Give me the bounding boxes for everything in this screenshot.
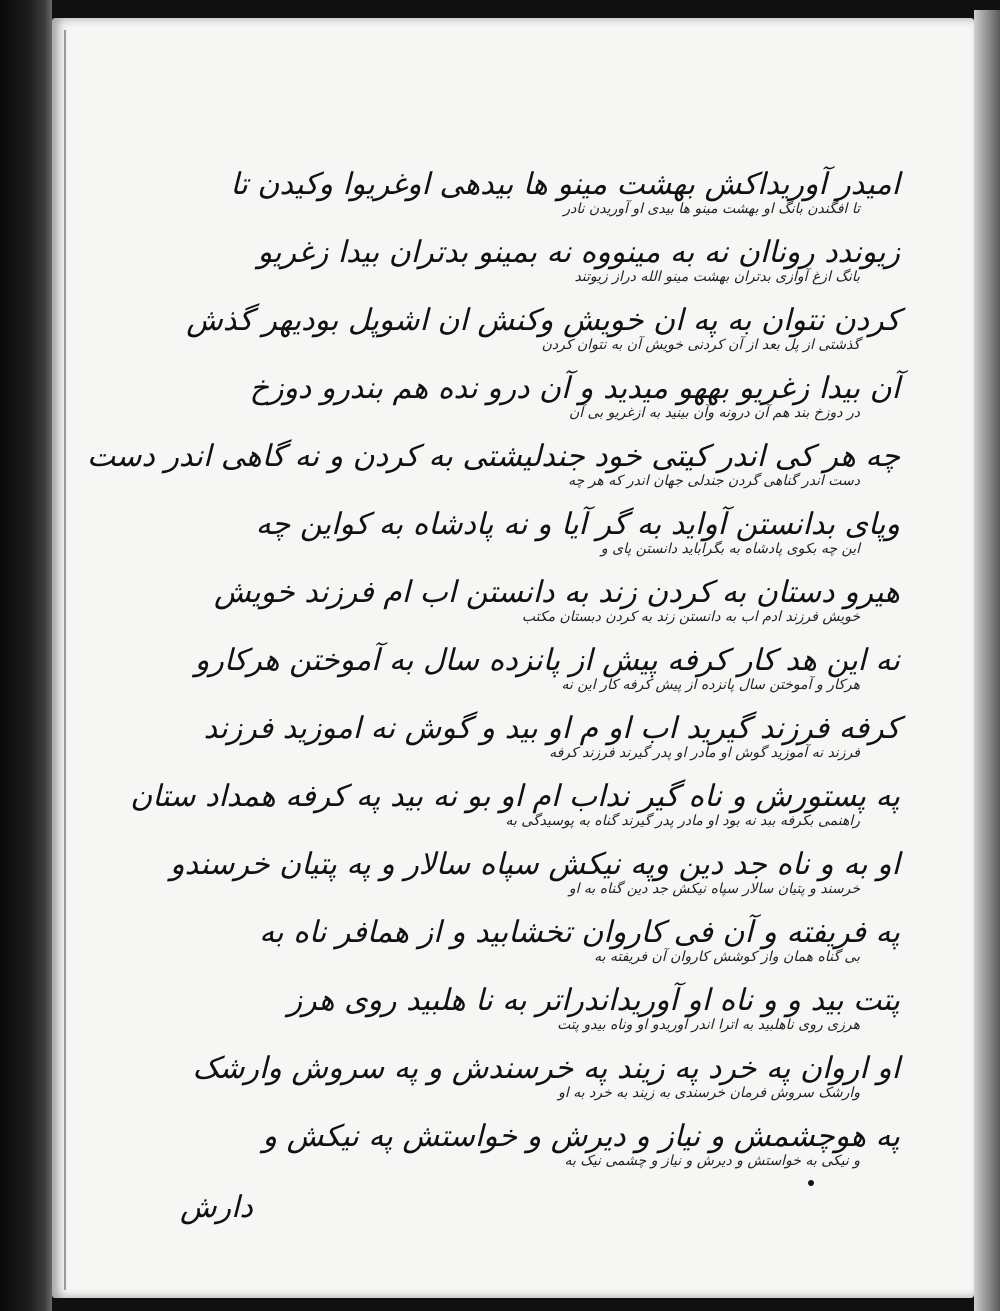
line-main-text: په پستورش و ناه گیر نداب ام او بو نه بید په کرفه همداد ستان bbox=[130, 779, 900, 814]
line-main-text: زیوندد روناان نه به مینووه نه بمینو بدتران بیدا زغریو bbox=[257, 235, 900, 270]
manuscript-line bbox=[110, 913, 900, 981]
line-gloss-text: هرکار و آموختن سال پانزده از پیش کرفه کار این نه bbox=[561, 677, 860, 693]
manuscript-line bbox=[110, 233, 900, 301]
line-main-text: او به و ناه جد دین وپه نیکش سپاه سالار و په پتیان خرسندو bbox=[170, 847, 900, 882]
line-main-text: چه هر کی اندر کیتی خود جندلیشتی به کردن و نه گاهی اندر دست bbox=[86, 439, 900, 474]
line-main-text: کردن نتوان به په ان خویش وکنش ان اشوپل بودیهر گذش bbox=[186, 303, 900, 338]
line-main-text: په هوچشمش و نیاز و دیرش و خواستش په نیکش و bbox=[262, 1119, 900, 1154]
manuscript-line bbox=[110, 165, 900, 233]
line-gloss-text: هرزی روی ناهلبید به اترا اندر آوریدو او وناه بیدو پتت bbox=[557, 1017, 860, 1033]
manuscript-line bbox=[110, 981, 900, 1049]
book-binding-shadow bbox=[0, 0, 52, 1311]
manuscript-line bbox=[110, 505, 900, 573]
line-gloss-text: این چه بکوی پادشاه به بگراباید دانستن پای و bbox=[600, 541, 860, 557]
line-main-text: نه این هد کار کرفه پیش از پانزده سال به آموختن هرکارو bbox=[194, 643, 900, 678]
manuscript-line bbox=[86, 437, 900, 505]
manuscript-line bbox=[110, 709, 900, 777]
catchword-signature: دارش bbox=[180, 1190, 253, 1225]
manuscript-line bbox=[110, 777, 900, 845]
line-gloss-text: خرسند و پتیان سالار سپاه نیکش جد دین گناه به او bbox=[568, 881, 860, 897]
line-gloss-text: راهنمی بکرفه ببد نه بود او مادر پدر گیرند گناه به پوسیدگی به bbox=[505, 813, 860, 829]
line-main-text: هیرو دستان به کردن زند به دانستن اب ام فرزند خویش bbox=[214, 575, 900, 610]
line-main-text: پتت بید و و ناه او آوریداندراتر به نا هلبید روی هرز bbox=[287, 983, 900, 1018]
line-main-text: امیدر آوریداکش بهشت مینو ها بیدهی اوغریوا وکیدن تا bbox=[230, 167, 900, 202]
manuscript-line bbox=[110, 301, 900, 369]
line-gloss-text: در دوزخ بند هم آن درونه وآن بینید به ازغریو بی آن bbox=[568, 405, 860, 421]
line-gloss-text: دست اندر گناهی گردن جندلی جهان اندر که هر چه bbox=[568, 473, 860, 489]
manuscript-line bbox=[110, 369, 900, 437]
line-main-text: کرفه فرزند گیرید اب او م او بید و گوش نه اموزید فرزند bbox=[203, 711, 900, 746]
line-gloss-text: گذشتی از پل بعد از آن کردنی خویش آن به نتوان کردن bbox=[541, 337, 860, 353]
manuscript-line bbox=[110, 573, 900, 641]
page-gutter-line bbox=[64, 30, 66, 1290]
line-gloss-text: فرزند نه آموزید گوش او مادر او پدر گیرند فرزند کرفه bbox=[549, 745, 860, 761]
ink-dot bbox=[808, 1180, 814, 1186]
line-gloss-text: تا افگندن بانگ او بهشت مینو ها بیدی او آوریدن نادر bbox=[563, 201, 860, 217]
line-main-text: په فریفته و آن فی کاروان تخشابید و از همافر ناه به bbox=[259, 915, 900, 950]
line-gloss-text: بی گناه همان واز کوشش کاروان آن فریفته به bbox=[594, 949, 860, 965]
manuscript-line bbox=[110, 845, 900, 913]
manuscript-line bbox=[110, 1049, 900, 1117]
manuscript-text-block bbox=[86, 165, 900, 1185]
line-gloss-text: و نیکی به خواستش و دیرش و نیاز و چشمی نیک به bbox=[564, 1153, 860, 1169]
line-gloss-text: وارشک سروش فرمان خرسندی به زیند به خرد به او bbox=[558, 1085, 860, 1101]
line-gloss-text: خویش فرزند ادم اب به دانستن زند به کردن دبستان مکتب bbox=[521, 609, 860, 625]
line-main-text: او اروان په خرد په زیند په خرسندش و په سروش وارشک bbox=[192, 1051, 900, 1086]
manuscript-line bbox=[110, 641, 900, 709]
line-gloss-text: بانگ ازغ آوازی بدتران بهشت مینو الله دراز زیوتند bbox=[574, 269, 860, 285]
manuscript-line bbox=[110, 1117, 900, 1185]
page-edge-right bbox=[974, 10, 1000, 1311]
line-main-text: آن بیدا زغریو بههو میدید و آن درو نده هم بندرو دوزخ bbox=[249, 371, 900, 406]
line-main-text: وپای بدانستن آواید به گر آیا و نه پادشاه به کواین چه bbox=[255, 507, 900, 542]
